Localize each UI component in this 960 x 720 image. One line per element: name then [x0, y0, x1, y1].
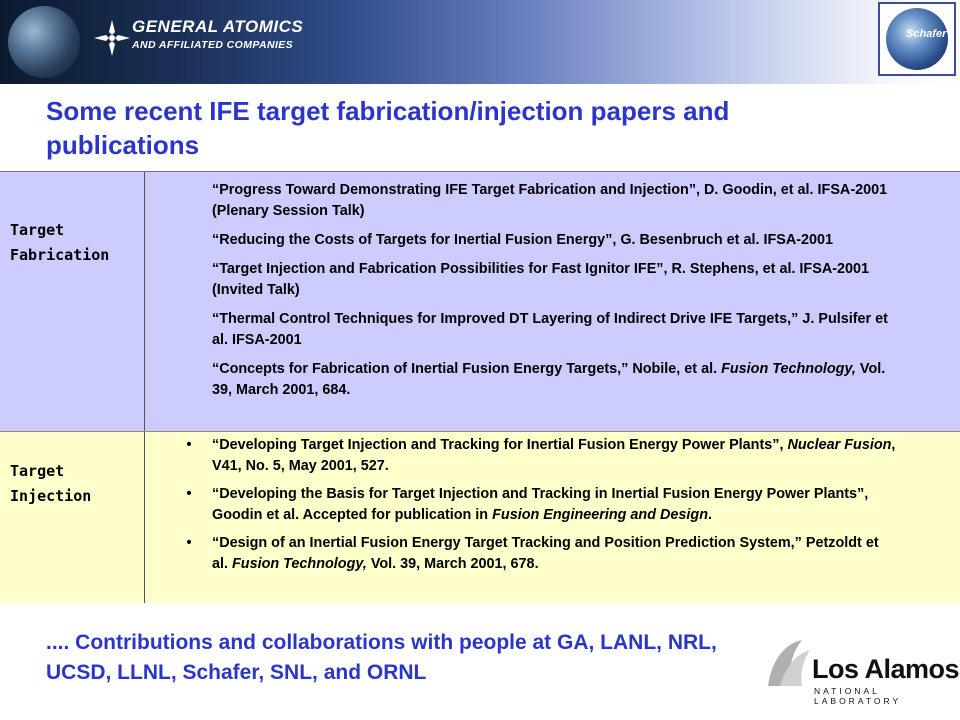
- list-item: [186, 309, 896, 351]
- slide-title: Some recent IFE target fabrication/injection papers and publications: [46, 96, 730, 160]
- schafer-logo: [878, 2, 956, 76]
- row-label-line: Target: [10, 462, 65, 480]
- general-atomics-logo-icon: [92, 18, 132, 58]
- row-label-injection: [10, 459, 140, 509]
- list-item: [186, 533, 896, 575]
- publication-text: “Progress Toward Demonstrating IFE Target Fabrication and Injection”, D. Goodin, et al. IFSA-2001 (Plenary Session Talk): [212, 182, 888, 219]
- row-label-line: Fabrication: [10, 246, 110, 264]
- lab-name: Los Alamos: [812, 654, 960, 684]
- row-label-line: Injection: [10, 487, 92, 505]
- list-item: [186, 359, 896, 401]
- bullet-icon: •: [186, 486, 192, 502]
- journal-name: Fusion Technology,: [232, 556, 367, 572]
- fabrication-publication-list: [186, 180, 896, 409]
- publication-details: .: [707, 507, 712, 523]
- publication-details: , V41, No. 5, May 2001, 527.: [212, 437, 896, 474]
- publication-details: Vol. 39, March 2001, 684.: [212, 361, 886, 398]
- list-item: [186, 484, 896, 526]
- publication-text: “Design of an Inertial Fusion Energy Target Tracking and Position Prediction System,” Petzoldt et al.: [212, 535, 879, 572]
- table-row-fabrication: [0, 171, 960, 431]
- column-divider: [144, 432, 145, 603]
- bullet-icon: •: [186, 437, 192, 453]
- lab-subtitle: NATIONAL LABORATORY: [814, 686, 902, 706]
- schafer-logo-text: Schafer: [906, 28, 947, 40]
- row-label-fabrication: [10, 218, 140, 268]
- bullet-icon: •: [186, 535, 192, 551]
- journal-name: Fusion Technology,: [721, 361, 856, 377]
- company-subtitle: AND AFFILIATED COMPANIES: [132, 39, 294, 51]
- journal-name: Fusion Engineering and Design: [492, 507, 708, 523]
- list-item: [186, 435, 896, 477]
- publication-details: Vol. 39, March 2001, 678.: [366, 556, 539, 572]
- journal-name: Nuclear Fusion: [787, 437, 892, 453]
- list-item: [186, 180, 896, 222]
- publications-table: [0, 171, 960, 603]
- globe-logo-icon: [8, 6, 80, 78]
- publication-text: “Concepts for Fabrication of Inertial Fusion Energy Targets,” Nobile, et al.: [212, 361, 722, 377]
- company-name: GENERAL ATOMICS: [132, 17, 304, 36]
- header-banner: [0, 0, 960, 84]
- publication-text: “Thermal Control Techniques for Improved DT Layering of Indirect Drive IFE Targets,” J. Pulsifer et al. IFSA-2001: [212, 311, 888, 348]
- column-divider: [144, 172, 145, 431]
- injection-publication-list: [186, 435, 896, 582]
- list-item: [186, 259, 896, 301]
- table-row-injection: [0, 431, 960, 603]
- publication-text: “Reducing the Costs of Targets for Inertial Fusion Energy”, G. Besenbruch et al. IFSA-2001: [212, 232, 834, 248]
- publication-text: “Developing Target Injection and Tracking for Inertial Fusion Energy Power Plants”,: [212, 437, 788, 453]
- list-item: [186, 230, 896, 251]
- contributions-note: .... Contributions and collaborations with people at GA, LANL, NRL, UCSD, LLNL, Schafer, SNL, and ORNL: [46, 631, 717, 684]
- row-label-line: Target: [10, 221, 65, 239]
- publication-text: “Developing the Basis for Target Injection and Tracking in Inertial Fusion Energy Power Plants”, Goodin et al. Accepted for publication in: [212, 486, 869, 523]
- publication-text: “Target Injection and Fabrication Possibilities for Fast Ignitor IFE”, R. Stephens, et al. IFSA-2001 (Invited Talk): [212, 261, 870, 298]
